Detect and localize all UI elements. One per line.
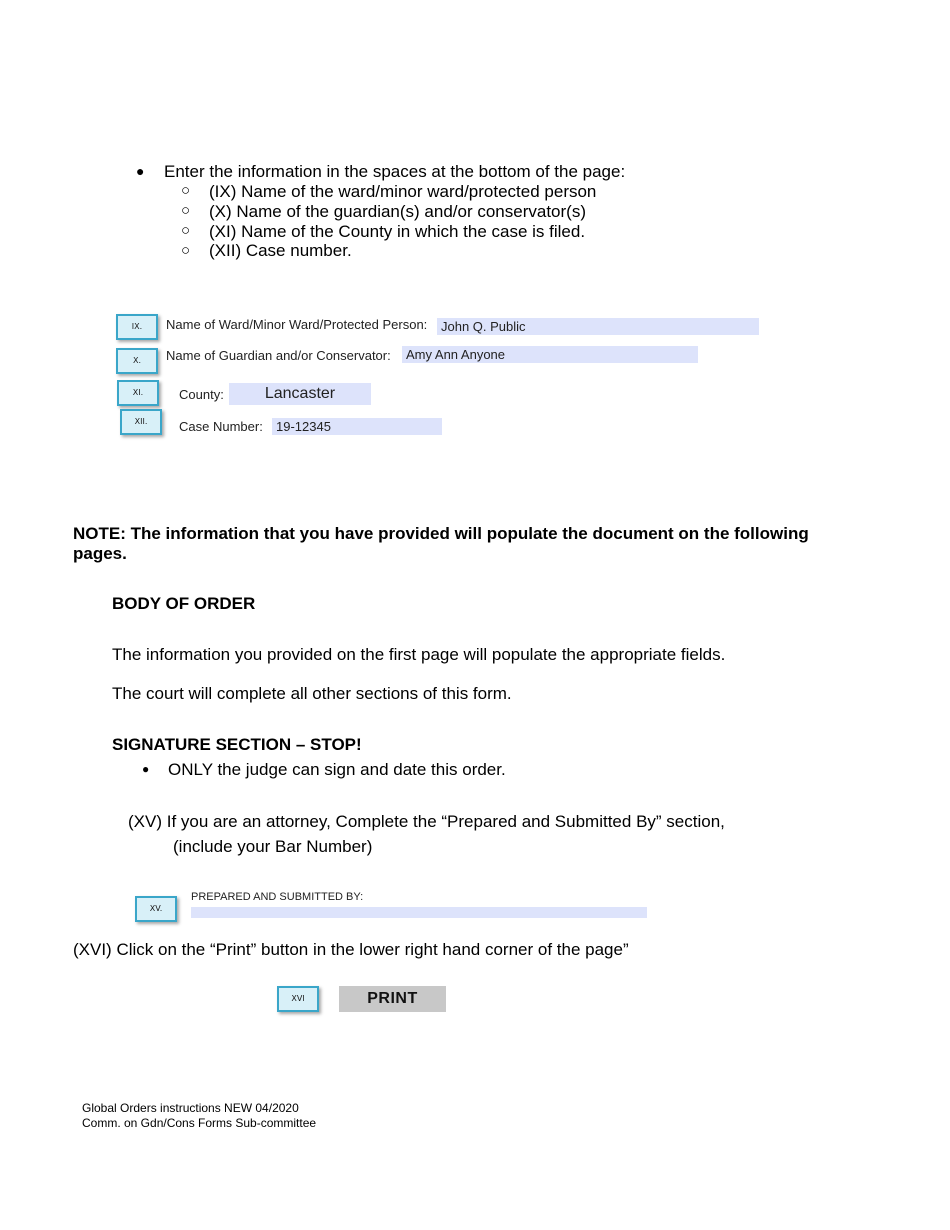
- bullet-icon: ●: [136, 163, 145, 179]
- county-label: County:: [179, 387, 224, 402]
- xv-instruction-line-1: (XV) If you are an attorney, Complete the “Prepared and Submitted By” section,: [128, 812, 725, 831]
- prepared-field[interactable]: [191, 907, 647, 918]
- instruction-item: (XI) Name of the County in which the case is filed.: [209, 222, 586, 241]
- print-instruction: (XVI) Click on the “Print” button in the lower right hand corner of the page”: [73, 940, 629, 959]
- note-line-1: NOTE: The information that you have provided will populate the document on the following: [73, 524, 809, 543]
- instructions-intro: Enter the information in the spaces at the bottom of the page:: [164, 162, 626, 181]
- body-paragraph-2: The court will complete all other sections of this form.: [112, 684, 512, 703]
- instruction-item: (X) Name of the guardian(s) and/or conservator(s): [209, 202, 586, 221]
- body-paragraph-1: The information you provided on the first page will populate the appropriate fields.: [112, 645, 726, 664]
- tag-x: X.: [116, 348, 158, 374]
- case-number-field[interactable]: 19-12345: [272, 418, 442, 435]
- footer-line-1: Global Orders instructions NEW 04/2020: [82, 1101, 299, 1115]
- ward-label: Name of Ward/Minor Ward/Protected Person:: [166, 317, 428, 332]
- instruction-item: (IX) Name of the ward/minor ward/protected person: [209, 182, 597, 201]
- circle-bullet-icon: ○: [181, 222, 191, 239]
- tag-xv: XV.: [135, 896, 177, 922]
- case-number-label: Case Number:: [179, 419, 263, 434]
- guardian-field[interactable]: Amy Ann Anyone: [402, 346, 698, 363]
- footer-line-2: Comm. on Gdn/Cons Forms Sub-committee: [82, 1116, 317, 1130]
- signature-bullet: ONLY the judge can sign and date this order.: [168, 760, 506, 779]
- tag-ix: IX.: [116, 314, 158, 340]
- circle-bullet-icon: ○: [181, 182, 191, 199]
- tag-xi: XI.: [117, 380, 159, 406]
- county-field[interactable]: Lancaster: [229, 383, 371, 405]
- xv-instruction-line-2: (include your Bar Number): [173, 837, 373, 856]
- signature-heading: SIGNATURE SECTION – STOP!: [112, 735, 362, 754]
- tag-xii: XII.: [120, 409, 162, 435]
- tag-xvi: XVI: [277, 986, 319, 1012]
- bullet-icon: ●: [142, 762, 150, 776]
- ward-field[interactable]: John Q. Public: [437, 318, 759, 335]
- prepared-label: PREPARED AND SUBMITTED BY:: [191, 891, 364, 903]
- circle-bullet-icon: ○: [181, 242, 191, 259]
- body-heading: BODY OF ORDER: [112, 594, 256, 613]
- print-button[interactable]: PRINT: [339, 986, 446, 1012]
- guardian-label: Name of Guardian and/or Conservator:: [166, 348, 391, 363]
- note-line-2: pages.: [73, 544, 127, 563]
- circle-bullet-icon: ○: [181, 202, 191, 219]
- instruction-item: (XII) Case number.: [209, 241, 352, 260]
